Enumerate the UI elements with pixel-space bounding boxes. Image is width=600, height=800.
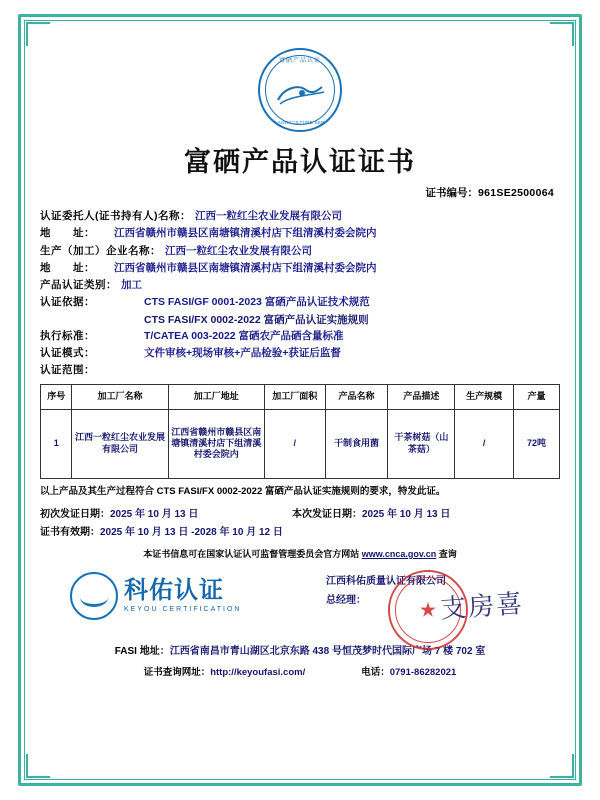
- footer-address: [40, 642, 560, 657]
- table-header-cell: 序号: [41, 384, 72, 409]
- field-value: 加工: [121, 279, 142, 292]
- verification-notice: [40, 547, 560, 560]
- issuer-logo-cn: 科佑认证: [124, 577, 224, 604]
- table-header-row: [41, 384, 560, 409]
- this-issue-date-label: 本次发证日期：: [292, 508, 362, 520]
- first-issue-date-value: 2025 年 10 月 13 日: [110, 508, 199, 520]
- issuer-block: [40, 564, 560, 636]
- issuer-logo-en: KEYOU CERTIFICATION: [124, 605, 242, 613]
- footer-address-label: FASI 地址：: [114, 645, 170, 657]
- seal-top-text: 富硒产品认证: [278, 58, 321, 64]
- dates-row: [40, 505, 560, 520]
- field-list: [40, 208, 560, 379]
- field-certification-mode: [40, 345, 560, 361]
- table-header-cell: 产品名称: [325, 384, 388, 409]
- field-certification-basis: [40, 294, 560, 310]
- field-label: 认证范围：: [40, 364, 95, 377]
- certificate-number-value: 961SE2500064: [477, 187, 554, 199]
- table-cell-no: 1: [41, 409, 72, 478]
- issuer-logo: [70, 572, 241, 620]
- field-label: 地 址：: [40, 261, 95, 274]
- this-issue-date-value: 2025 年 10 月 13 日: [362, 508, 451, 520]
- first-issue-date: [40, 505, 292, 520]
- table-cell-address: 江西省赣州市赣县区南塘镇清溪村店下组清溪村委会院内: [168, 409, 264, 478]
- this-issue-date: [292, 505, 450, 520]
- field-client-name: [40, 208, 560, 224]
- manager-signature: 支房喜: [439, 589, 526, 624]
- field-label: 认证委托人(证书持有人)名称：: [40, 210, 191, 222]
- certification-seal: [244, 48, 356, 130]
- field-value: CTS FASI/GF 0001-2023 富硒产品认证技术规范: [144, 296, 370, 309]
- field-manufacturer-address: [40, 260, 560, 276]
- field-label: 执行标准：: [40, 329, 95, 342]
- page-title: 富硒产品认证证书: [184, 147, 416, 177]
- table-header-cell: 加工厂面积: [264, 384, 325, 409]
- field-label: 认证依据：: [40, 296, 95, 309]
- footer-contacts: [40, 664, 560, 678]
- field-value: 江西省赣州市赣县区南塘镇清溪村店下组清溪村委会院内: [114, 261, 377, 274]
- field-value: 文件审核+现场审核+产品检验+获证后监督: [144, 347, 341, 360]
- footer-phone-label: 电话：: [361, 666, 390, 678]
- field-scope: [40, 362, 560, 378]
- notice-prefix: 本证书信息可在国家认证认可监督管理委员会官方网站: [143, 548, 362, 559]
- cnca-website-link[interactable]: www.cnca.gov.cn: [361, 548, 437, 559]
- field-value: T/CATEA 003-2022 富硒农产品硒含量标准: [144, 329, 344, 342]
- field-label: 生产（加工）企业名称：: [40, 244, 161, 257]
- conformity-statement: 以上产品及其生产过程符合 CTS FASI/FX 0002-2022 富硒产品认证实施规则的要求，特发此证。: [40, 485, 446, 497]
- scope-table: [40, 384, 560, 479]
- query-website-link[interactable]: http://keyoufasi.com/: [210, 666, 306, 678]
- hand-leaf-seal-icon: [258, 48, 342, 132]
- footer-phone-value: 0791-86282021: [389, 666, 457, 678]
- table-cell-factory: 江西一粒红尘农业发展有限公司: [72, 409, 168, 478]
- seal-emblem-icon: [272, 78, 332, 108]
- table-row: [41, 409, 560, 478]
- seal-bottom-text: FXRT AGRICULTURE SERVICE: [263, 120, 337, 125]
- table-cell-product: 干制食用菌: [325, 409, 388, 478]
- field-client-address: [40, 225, 560, 241]
- footer-query-url: [144, 664, 306, 678]
- validity-label: 证书有效期：: [40, 526, 100, 538]
- footer-address-value: 江西省南昌市青山湖区北京东路 438 号恒茂梦时代国际广场 7 楼 702 室: [169, 645, 486, 657]
- field-label: 产品认证类别：: [40, 279, 117, 292]
- table-header-cell: 产量: [513, 384, 559, 409]
- notice-suffix: 查询: [436, 548, 457, 559]
- table-cell-output: 72吨: [513, 409, 559, 478]
- field-product-category: [40, 277, 560, 293]
- issuer-manager-label: 总经理：: [326, 594, 366, 606]
- field-label: 地 址：: [40, 227, 95, 240]
- field-value: 江西省赣州市赣县区南塘镇清溪村店下组清溪村委会院内: [114, 227, 377, 240]
- field-value: 江西一粒红尘农业发展有限公司: [165, 244, 312, 257]
- field-value: 江西一粒红尘农业发展有限公司: [195, 210, 342, 222]
- table-cell-area: /: [264, 409, 325, 478]
- field-manufacturer-name: [40, 243, 560, 259]
- table-cell-scale: /: [455, 409, 514, 478]
- stamp-star-icon: ★: [419, 599, 437, 622]
- keyou-logo-icon: [70, 572, 118, 620]
- table-header-cell: 生产规模: [455, 384, 514, 409]
- field-label: 认证模式：: [40, 347, 95, 360]
- validity-value: 2025 年 10 月 13 日 -2028 年 10 月 12 日: [100, 526, 283, 538]
- first-issue-date-label: 初次发证日期：: [40, 508, 110, 520]
- certificate-number-label: 证书编号：: [425, 187, 478, 199]
- issuer-company-name: 江西科佑质量认证有限公司: [326, 575, 446, 587]
- footer-phone: [361, 664, 456, 678]
- footer-query-label: 证书查询网址：: [143, 666, 211, 678]
- table-header-cell: 加工厂名称: [72, 384, 168, 409]
- table-header-cell: 产品描述: [388, 384, 455, 409]
- table-cell-description: 干茶树菇（山茶菇）: [388, 409, 455, 478]
- validity-period: [40, 523, 560, 538]
- certification-basis-line-2: CTS FASI/FX 0002-2022 富硒产品认证实施规则: [144, 313, 369, 326]
- table-header-cell: 加工厂地址: [168, 384, 264, 409]
- certificate-number: [40, 185, 554, 200]
- field-standard: [40, 328, 560, 344]
